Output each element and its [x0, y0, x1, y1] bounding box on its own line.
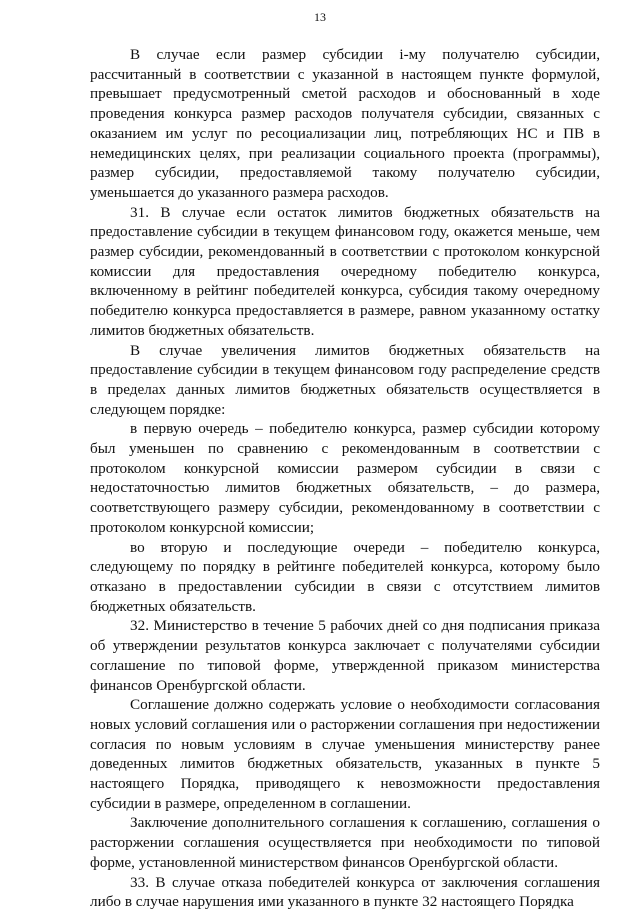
- paragraph: Соглашение должно содержать условие о необходимости согласования новых условий соглашения или о расторжении соглашения при недостижении согласия по новым условиям в случае уменьшения министерству ранее доведенных лимитов бюджетных обязательств, указанных в пункте 5 настоящего Порядка, приводящего к невозможности предоставления субсидии в размере, определенном в соглашении.: [90, 696, 600, 812]
- paragraph: во вторую и последующие очереди – победителю конкурса, следующему по порядку в рейтинге победителей конкурса, которому было отказано в предоставлении субсидии в связи с отсутствием лимитов бюджетных обязательств.: [90, 538, 600, 615]
- page-number: 13: [314, 10, 326, 24]
- paragraph-item-33: 33. В случае отказа победителей конкурса от заключения соглашения либо в случае нарушения ими указанного в пункте 32 настоящего Порядка: [90, 873, 600, 911]
- paragraph-item-31: 31. В случае если остаток лимитов бюджетных обязательств на предоставление субсидии в текущем финансовом году, окажется меньше, чем размер субсидии, рекомендованный в соответствии с протоколом конкурсной комиссии для предоставления очередному победителю конкурса, включенному в рейтинг победителей конкурса, субсидия такому очередному победителю конкурса предоставляется в размере, равном указанному остатку лимитов бюджетных обязательств.: [90, 203, 600, 339]
- paragraph: В случае увеличения лимитов бюджетных обязательств на предоставление субсидии в текущем финансовом году распределение средств в пределах данных лимитов бюджетных обязательств осуществляется в следующем порядке:: [90, 341, 600, 418]
- paragraph-item-32: 32. Министерство в течение 5 рабочих дней со дня подписания приказа об утверждении результатов конкурса заключает с получателями субсидии соглашение по типовой форме, утвержденной приказом министерства финансов Оренбургской области.: [90, 617, 600, 694]
- document-body: [90, 45, 600, 912]
- paragraph: В случае если размер субсидии i-му получателю субсидии, рассчитанный в соответствии с указанной в настоящем пункте формулой, превышает предусмотренный сметой расходов и обоснованный в ходе проведения конкурса размер расходов получателя субсидии, связанных с оказанием им услуг по ресоциализации лиц, потребляющих НС и ПВ в немедицинских целях, при реализации социального проекта (программы), размер субсидии, предоставляемой такому получателю субсидии, уменьшается до указанного размера расходов.: [90, 46, 600, 201]
- paragraph: в первую очередь – победителю конкурса, размер субсидии которому был уменьшен по сравнению с рекомендованным в соответствии с протоколом конкурсной комиссии размером субсидии в связи с недостаточностью лимитов бюджетных обязательств, – до размера, соответствующего размеру субсидии, рекомендованному в соответствии с протоколом конкурсной комиссии;: [90, 420, 600, 536]
- paragraph: Заключение дополнительного соглашения к соглашению, соглашения о расторжении соглашения осуществляется при необходимости по типовой форме, установленной министерством финансов Оренбургской области.: [90, 814, 600, 871]
